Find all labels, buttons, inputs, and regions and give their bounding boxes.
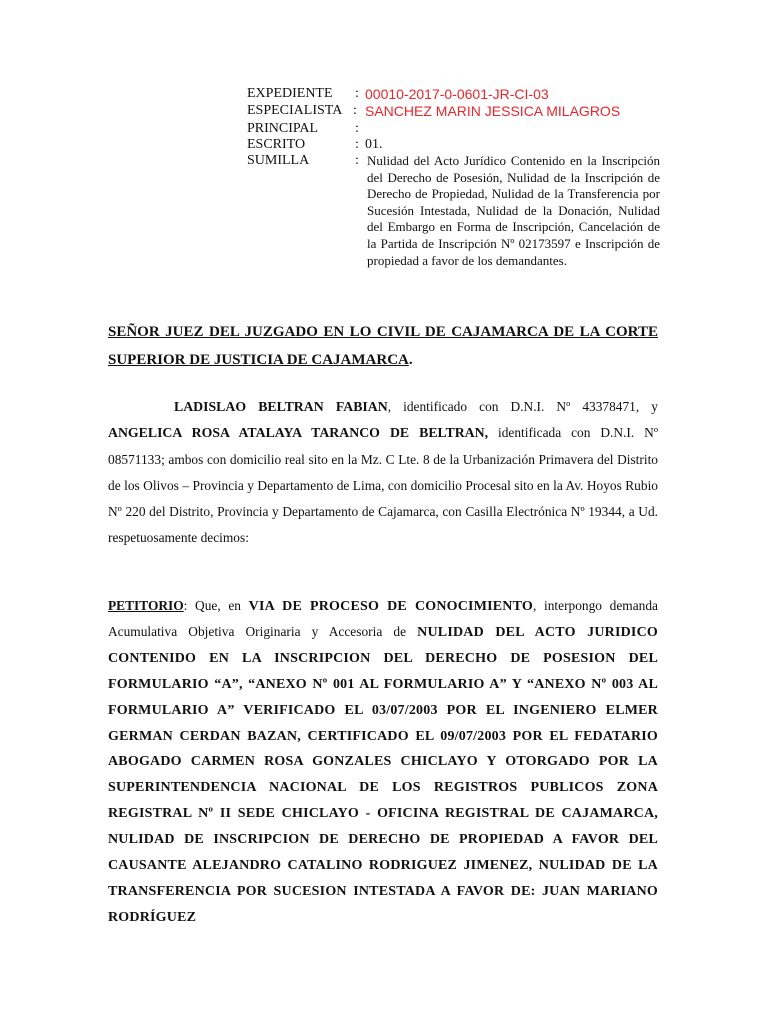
petitorio-text-2: , interpongo demanda Acumulativa Objetiva Originaria y Accesoria de bbox=[108, 598, 658, 639]
especialista-colon: : bbox=[353, 103, 357, 118]
escrito-value: 01. bbox=[365, 137, 383, 152]
petitorio-label: PETITORIO bbox=[108, 598, 184, 613]
intro-paragraph bbox=[108, 394, 658, 552]
petitorio-text-1: : Que, en bbox=[183, 598, 249, 613]
sumilla-row bbox=[247, 153, 359, 169]
sumilla-text: Nulidad del Acto Jurídico Contenido en la Inscripción del Derecho de Posesión, Nulidad de la Inscripción de Derecho de Propiedad, Nulidad de la Transferencia por Sucesión Intestada, Nulidad de la Donación, Nulidad del Embargo en Forma de Inscripción, Cancelación de la Partida de Inscripción Nº 02173597 e Inscripción de propiedad a favor de los demandantes. bbox=[367, 153, 660, 268]
especialista-row bbox=[247, 103, 621, 119]
expediente-label: EXPEDIENTE bbox=[247, 86, 333, 101]
sumilla-colon: : bbox=[355, 153, 359, 168]
addressee-period: . bbox=[408, 352, 413, 368]
petitorio-demand: NULIDAD DEL ACTO JURIDICO CONTENIDO EN LA INSCRIPCION DEL DERECHO DE POSESION DEL FORMULARIO “A”, “ANEXO Nº 001 AL FORMULARIO A” Y “ANEXO Nº 003 AL FORMULARIO A” VERIFICADO EL 03/07/2003 POR EL INGENIERO ELMER GERMAN CERDAN BAZAN, CERTIFICADO EL 09/07/2003 POR EL FEDATARIO ABOGADO CARMEN ROSA GONZALES CHICLAYO Y OTORGADO POR LA SUPERINTENDENCIA NACIONAL DE LOS REGISTROS PUBLICOS ZONA REGISTRAL Nº II SEDE CHICLAYO - OFICINA REGISTRAL DE CAJAMARCA, NULIDAD DE INSCRIPCION DE DERECHO DE PROPIEDAD A FAVOR DEL CAUSANTE ALEJANDRO CATALINO RODRIGUEZ JIMENEZ, NULIDAD DE LA TRANSFERENCIA POR SUCESION INTESTADA A FAVOR DE: JUAN MARIANO RODRÍGUEZ bbox=[108, 624, 658, 925]
intro-text-2: identificada con D.N.I. Nº 08571133; ambos con domicilio real sito en la Mz. C Lte. 8 de la Urbanización Primavera del Distrito de los Olivos – Provincia y Departamento de Lima, con domicilio Procesal sito en la Av. Hoyos Rubio Nº 220 del Distrito, Provincia y Departamento de Cajamarca, con Casilla Electrónica Nº 19344, a Ud. respetuosamente decimos: bbox=[108, 425, 658, 546]
petitorio-via: VIA DE PROCESO DE CONOCIMIENTO bbox=[248, 599, 533, 614]
expediente-value: 00010-2017-0-0601-JR-CI-03 bbox=[365, 86, 549, 102]
sumilla-label: SUMILLA bbox=[247, 153, 310, 168]
expediente-row bbox=[247, 86, 549, 102]
especialista-label: ESPECIALISTA bbox=[247, 103, 343, 118]
expediente-colon: : bbox=[355, 86, 359, 101]
plaintiff-name-2: ANGELICA ROSA ATALAYA TARANCO DE BELTRAN, bbox=[108, 425, 489, 441]
intro-text-1: , identificado con D.N.I. Nº 43378471, y bbox=[387, 399, 658, 414]
addressee bbox=[108, 318, 658, 374]
principal-row bbox=[247, 121, 359, 137]
petitorio-paragraph bbox=[108, 594, 658, 931]
escrito-row bbox=[247, 137, 383, 153]
principal-colon: : bbox=[355, 121, 359, 136]
principal-label: PRINCIPAL bbox=[247, 121, 319, 136]
plaintiff-name-1: LADISLAO BELTRAN FABIAN bbox=[174, 399, 388, 414]
escrito-label: ESCRITO bbox=[247, 137, 306, 152]
escrito-colon: : bbox=[355, 137, 359, 152]
addressee-text: SEÑOR JUEZ DEL JUZGADO EN LO CIVIL DE CAJAMARCA DE LA CORTE SUPERIOR DE JUSTICIA DE CAJAMARCA bbox=[108, 324, 658, 368]
especialista-value: SANCHEZ MARIN JESSICA MILAGROS bbox=[365, 103, 621, 119]
